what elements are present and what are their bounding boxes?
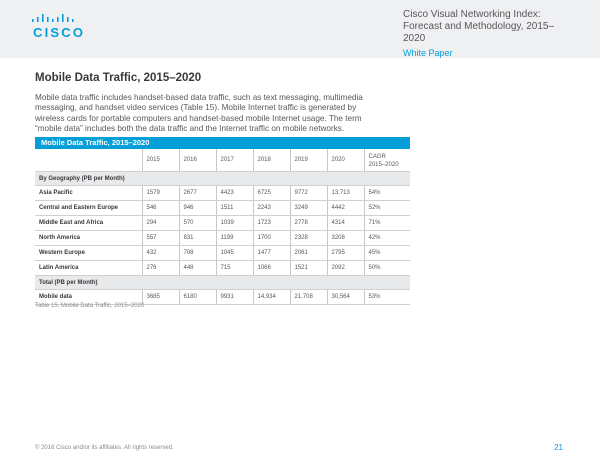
year-header: 2017 [216,149,253,172]
cell: 4314 [327,216,364,231]
row-label: Mobile data [35,290,142,305]
section-row-total [35,276,410,290]
cell: 3249 [290,201,327,216]
empty-header-cell [35,149,142,172]
cell: 715 [216,261,253,276]
doc-type: White Paper [403,48,453,58]
cell: 9772 [290,186,327,201]
cagr-cell: 71% [364,216,410,231]
row-label: Latin America [35,261,142,276]
cell: 1511 [216,201,253,216]
page-header [0,0,600,58]
cell: 1700 [253,231,290,246]
cagr-cell: 45% [364,246,410,261]
year-header: 2020 [327,149,364,172]
doc-title-line1: Cisco Visual Networking Index: [403,9,541,20]
cell: 6725 [253,186,290,201]
page-number: 21 [554,443,563,452]
table-row [35,186,410,201]
document-title-block [403,9,563,59]
cagr-cell: 50% [364,261,410,276]
cell: 1066 [253,261,290,276]
cell: 2677 [179,186,216,201]
section-title: Mobile Data Traffic, 2015–2020 [35,72,202,84]
table-header-row [35,149,410,172]
row-label: Middle East and Africa [35,216,142,231]
row-label: North America [35,231,142,246]
year-header: 2016 [179,149,216,172]
cell: 2328 [290,231,327,246]
cell: 4423 [216,186,253,201]
cell: 432 [142,246,179,261]
section-paragraph: Mobile data traffic includes handset-based data traffic, such as text messaging, multimedia messaging, and handset video services (Table 15). Mobile Internet traffic is generated by wireless cards for portable computers and handset-based mobile Internet usage. The term “mobile data” includes both the data traffic and the Internet traffic on mobile networks. [35,93,363,134]
cell: 1199 [216,231,253,246]
year-header: 2015 [142,149,179,172]
cell: 294 [142,216,179,231]
cell: 9931 [216,290,253,305]
cell: 3685 [142,290,179,305]
cell: 1045 [216,246,253,261]
cell: 30,564 [327,290,364,305]
cagr-cell: 53% [364,290,410,305]
table-row [35,261,410,276]
table-row [35,216,410,231]
data-table [35,149,410,305]
cell: 1039 [216,216,253,231]
cell: 557 [142,231,179,246]
cell: 831 [179,231,216,246]
section-row-geography [35,172,410,186]
table-title: Mobile Data Traffic, 2015–2020 [35,137,410,149]
row-label: Western Europe [35,246,142,261]
table-row [35,201,410,216]
cell: 448 [179,261,216,276]
cell: 2092 [327,261,364,276]
cagr-label: CAGR [368,154,386,160]
year-header: 2018 [253,149,290,172]
cell: 708 [179,246,216,261]
cagr-cell: 42% [364,231,410,246]
cell: 546 [142,201,179,216]
cell: 2061 [290,246,327,261]
cell: 1477 [253,246,290,261]
cell: 4442 [327,201,364,216]
logo-text: CISCO [33,25,86,40]
table-caption: Table 15. Mobile Data Traffic, 2015–2020 [35,303,145,309]
year-header: 2019 [290,149,327,172]
cell: 3208 [327,231,364,246]
cell: 1521 [290,261,327,276]
section-label: Total (PB per Month) [35,276,410,290]
traffic-table [35,137,410,305]
cagr-cell: 54% [364,186,410,201]
cell: 2795 [327,246,364,261]
cell: 1723 [253,216,290,231]
cell: 570 [179,216,216,231]
cell: 276 [142,261,179,276]
table-row [35,231,410,246]
cell: 21,708 [290,290,327,305]
section-label: By Geography (PB per Month) [35,172,410,186]
doc-title-line2: Forecast and Methodology, 2015–2020 [403,21,555,44]
table-row [35,246,410,261]
cagr-header [364,149,410,172]
copyright: © 2016 Cisco and/or its affiliates. All rights reserved. [35,445,174,451]
cisco-bars-icon [31,14,81,24]
cagr-cell: 52% [364,201,410,216]
cell: 13,713 [327,186,364,201]
cell: 2243 [253,201,290,216]
cell: 2778 [290,216,327,231]
row-label: Central and Eastern Europe [35,201,142,216]
cell: 14,934 [253,290,290,305]
cell: 6180 [179,290,216,305]
cell: 1579 [142,186,179,201]
cagr-period: 2015–2020 [368,162,399,168]
row-label: Asia Pacific [35,186,142,201]
cell: 946 [179,201,216,216]
cisco-logo [31,14,91,42]
